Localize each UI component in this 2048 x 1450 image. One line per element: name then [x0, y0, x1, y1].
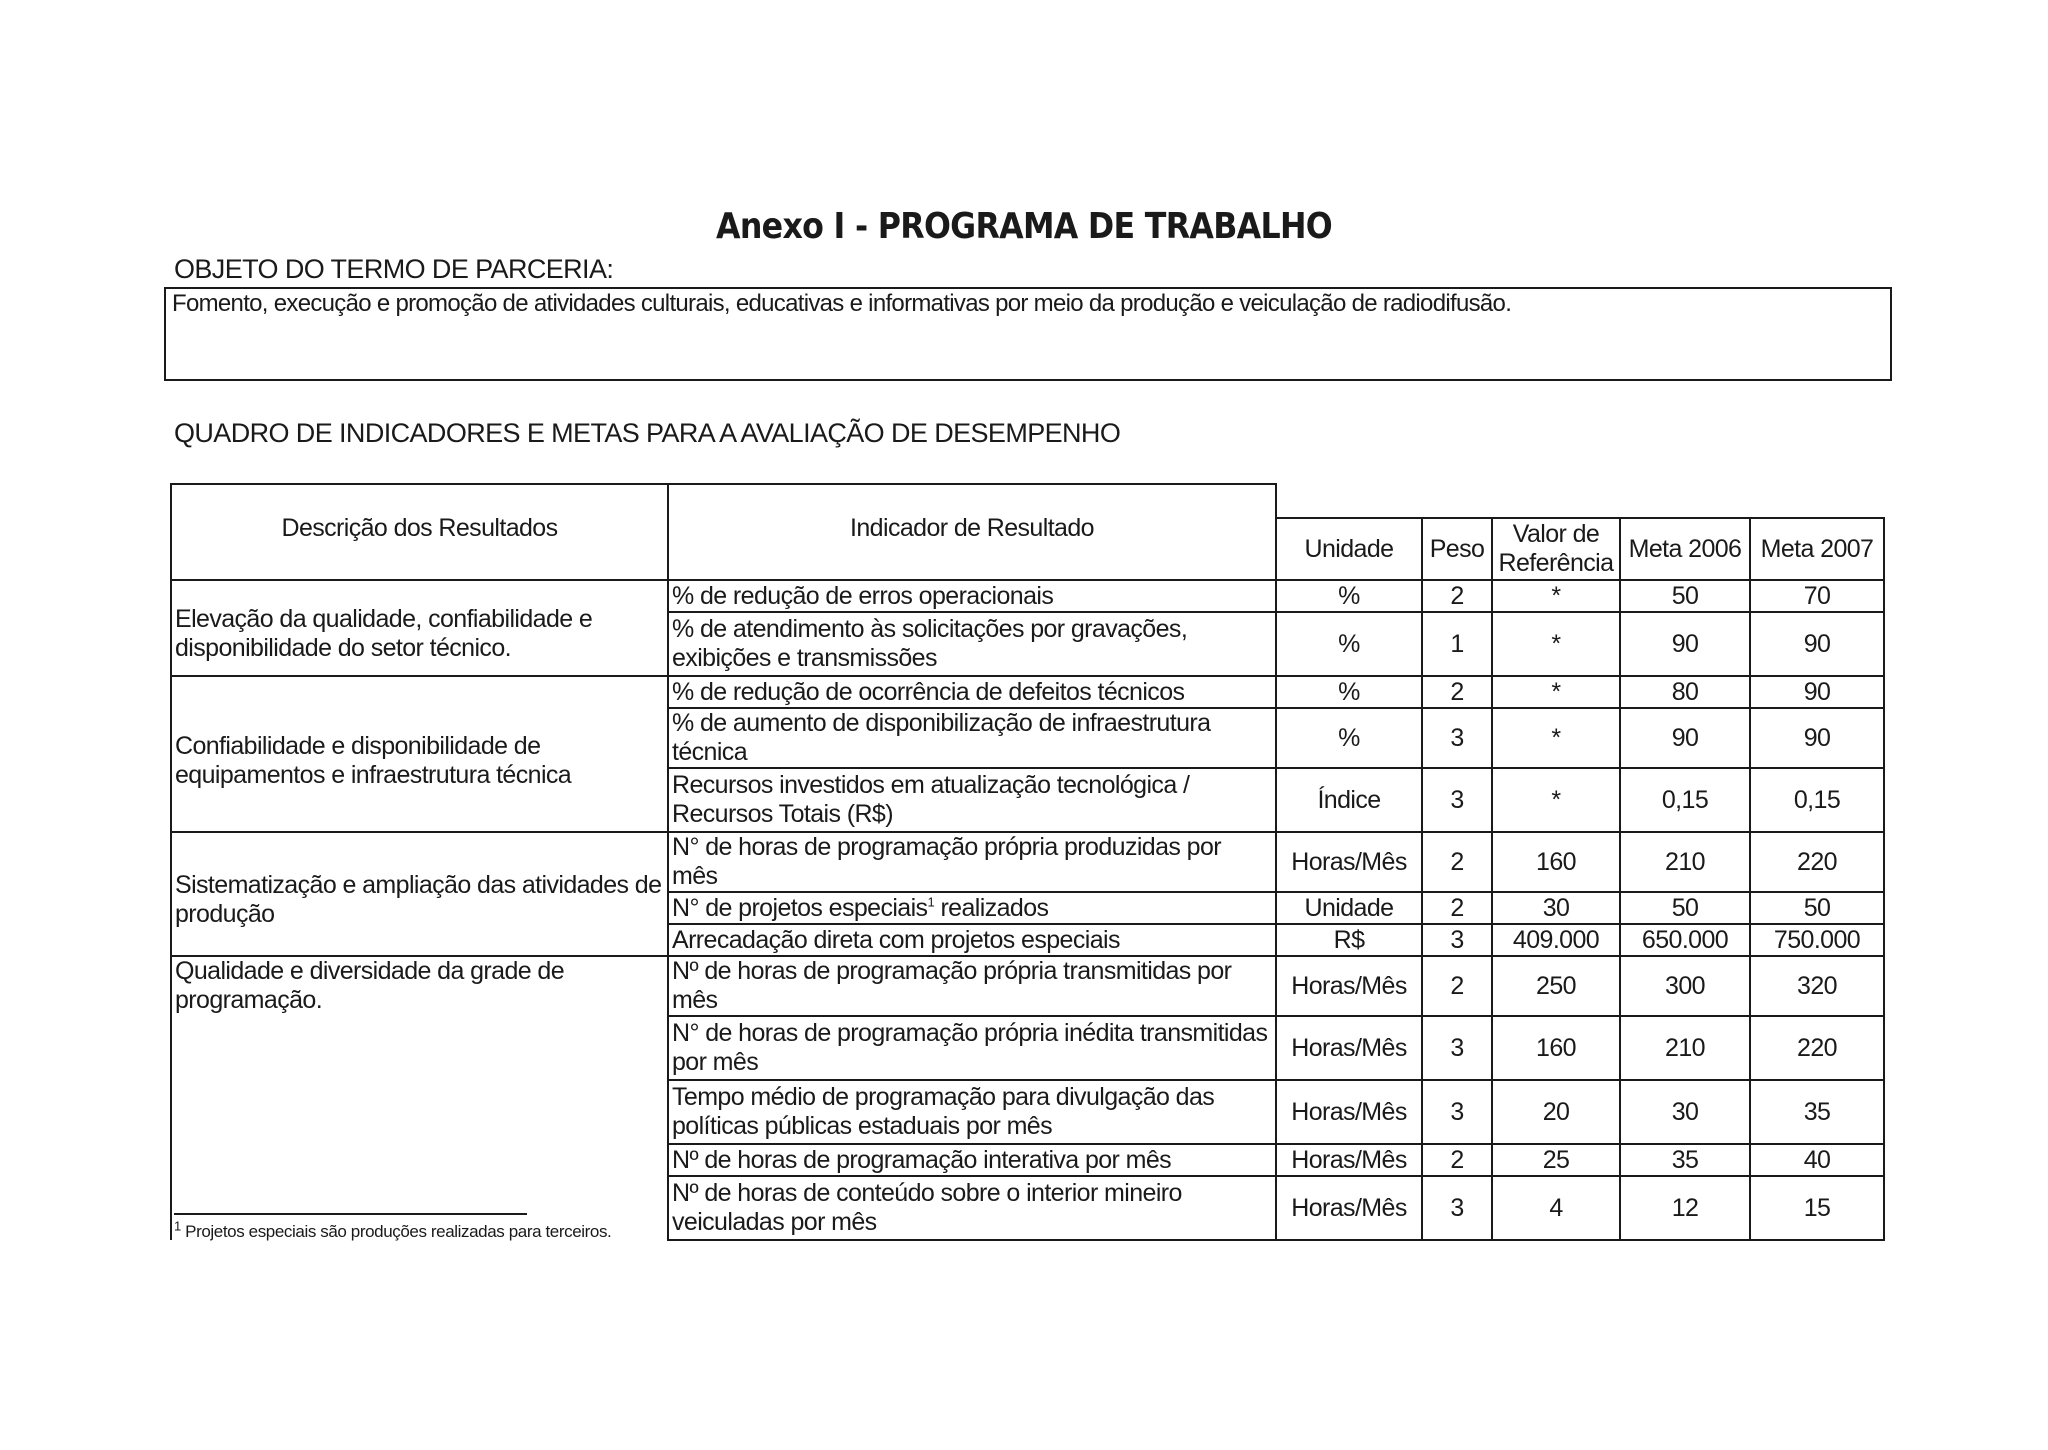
meta-2007-cell: 90	[1750, 612, 1884, 676]
peso-cell: 3	[1422, 1080, 1492, 1144]
indicator-cell: % de atendimento às solicitações por gravações, exibições e transmissões	[668, 612, 1276, 676]
meta-2007-cell: 220	[1750, 1016, 1884, 1080]
objeto-label: OBJETO DO TERMO DE PARCERIA:	[174, 254, 614, 284]
unidade-cell: R$	[1276, 924, 1422, 956]
unidade-cell: Horas/Mês	[1276, 1176, 1422, 1240]
meta-2007-cell: 750.000	[1750, 924, 1884, 956]
meta-2006-cell: 50	[1620, 892, 1750, 924]
footnote-marker: 1	[927, 894, 935, 910]
valor-ref-cell: 409.000	[1492, 924, 1620, 956]
meta-2007-cell: 90	[1750, 708, 1884, 768]
meta-2006-cell: 50	[1620, 580, 1750, 612]
unidade-cell: Horas/Mês	[1276, 832, 1422, 892]
meta-2006-cell: 210	[1620, 1016, 1750, 1080]
valor-ref-cell: *	[1492, 580, 1620, 612]
valor-ref-cell: 20	[1492, 1080, 1620, 1144]
header-unidade: Unidade	[1276, 518, 1422, 580]
meta-2006-cell: 90	[1620, 612, 1750, 676]
meta-2007-cell: 15	[1750, 1176, 1884, 1240]
peso-cell: 2	[1422, 1144, 1492, 1176]
peso-cell: 3	[1422, 708, 1492, 768]
valor-ref-cell: 30	[1492, 892, 1620, 924]
peso-cell: 3	[1422, 1176, 1492, 1240]
indicator-cell: N° de horas de programação própria produzidas por mês	[668, 832, 1276, 892]
meta-2006-cell: 12	[1620, 1176, 1750, 1240]
result-description: Elevação da qualidade, confiabilidade e disponibilidade do setor técnico.	[171, 580, 668, 676]
unidade-cell: %	[1276, 580, 1422, 612]
meta-2007-cell: 320	[1750, 956, 1884, 1016]
meta-2006-cell: 80	[1620, 676, 1750, 708]
meta-2006-cell: 30	[1620, 1080, 1750, 1144]
objeto-box	[164, 287, 1892, 381]
valor-ref-cell: *	[1492, 768, 1620, 832]
meta-2006-cell: 90	[1620, 708, 1750, 768]
peso-cell: 2	[1422, 676, 1492, 708]
peso-cell: 1	[1422, 612, 1492, 676]
meta-2006-cell: 650.000	[1620, 924, 1750, 956]
indicator-cell: Nº de horas de programação interativa por mês	[668, 1144, 1276, 1176]
footnote	[174, 1218, 612, 1242]
header-indicador: Indicador de Resultado	[668, 484, 1276, 580]
footnote-text: Projetos especiais são produções realizadas para terceiros.	[180, 1222, 612, 1241]
header-meta-2007: Meta 2007	[1750, 518, 1884, 580]
meta-2007-cell: 90	[1750, 676, 1884, 708]
valor-ref-cell: *	[1492, 708, 1620, 768]
meta-2007-cell: 220	[1750, 832, 1884, 892]
unidade-cell: Horas/Mês	[1276, 1016, 1422, 1080]
indicator-cell: % de redução de erros operacionais	[668, 580, 1276, 612]
table-row	[171, 956, 1884, 1016]
valor-ref-cell: 160	[1492, 1016, 1620, 1080]
result-description: Qualidade e diversidade da grade de programação.	[171, 956, 668, 1240]
peso-cell: 2	[1422, 832, 1492, 892]
indicator-cell: N° de horas de programação própria inédita transmitidas por mês	[668, 1016, 1276, 1080]
valor-ref-cell: 160	[1492, 832, 1620, 892]
peso-cell: 3	[1422, 768, 1492, 832]
indicator-cell: Tempo médio de programação para divulgação das políticas públicas estaduais por mês	[668, 1080, 1276, 1144]
indicator-cell: Recursos investidos em atualização tecnológica / Recursos Totais (R$)	[668, 768, 1276, 832]
result-description: Sistematização e ampliação das atividades de produção	[171, 832, 668, 956]
peso-cell: 3	[1422, 924, 1492, 956]
result-description: Confiabilidade e disponibilidade de equipamentos e infraestrutura técnica	[171, 676, 668, 832]
meta-2007-cell: 50	[1750, 892, 1884, 924]
indicator-cell: Nº de horas de programação própria transmitidas por mês	[668, 956, 1276, 1016]
unidade-cell: Horas/Mês	[1276, 1080, 1422, 1144]
valor-ref-cell: *	[1492, 676, 1620, 708]
footnote-marker: 1	[174, 1218, 181, 1234]
header-peso: Peso	[1422, 518, 1492, 580]
indicators-table	[170, 483, 1885, 1241]
meta-2006-cell: 210	[1620, 832, 1750, 892]
valor-ref-cell: 4	[1492, 1176, 1620, 1240]
indicator-cell: N° de projetos especiais$^1$ realizados	[668, 892, 1276, 924]
valor-ref-cell: 25	[1492, 1144, 1620, 1176]
valor-ref-cell: *	[1492, 612, 1620, 676]
document-title: Anexo I - PROGRAMA DE TRABALHO	[716, 206, 1332, 247]
unidade-cell: %	[1276, 612, 1422, 676]
footnote-divider	[174, 1213, 527, 1215]
header-descricao: Descrição dos Resultados	[171, 484, 668, 580]
indicator-cell: % de aumento de disponibilização de infraestrutura técnica	[668, 708, 1276, 768]
table-row	[171, 676, 1884, 708]
valor-ref-cell: 250	[1492, 956, 1620, 1016]
header-meta-2006: Meta 2006	[1620, 518, 1750, 580]
meta-2007-cell: 40	[1750, 1144, 1884, 1176]
table-row	[171, 580, 1884, 612]
meta-2007-cell: 35	[1750, 1080, 1884, 1144]
unidade-cell: Unidade	[1276, 892, 1422, 924]
unidade-cell: Índice	[1276, 768, 1422, 832]
objeto-text: Fomento, execução e promoção de atividades culturais, educativas e informativas por meio da produção e veiculação de radiodifusão.	[172, 290, 1512, 317]
unidade-cell: Horas/Mês	[1276, 1144, 1422, 1176]
quadro-label: QUADRO DE INDICADORES E METAS PARA A AVALIAÇÃO DE DESEMPENHO	[174, 418, 1121, 448]
meta-2007-cell: 0,15	[1750, 768, 1884, 832]
meta-2006-cell: 0,15	[1620, 768, 1750, 832]
peso-cell: 2	[1422, 580, 1492, 612]
unidade-cell: Horas/Mês	[1276, 956, 1422, 1016]
indicator-cell: % de redução de ocorrência de defeitos técnicos	[668, 676, 1276, 708]
header-valor-referencia: Valor de Referência	[1492, 518, 1620, 580]
meta-2006-cell: 300	[1620, 956, 1750, 1016]
indicator-cell: Nº de horas de conteúdo sobre o interior mineiro veiculadas por mês	[668, 1176, 1276, 1240]
peso-cell: 3	[1422, 1016, 1492, 1080]
indicator-cell: Arrecadação direta com projetos especiais	[668, 924, 1276, 956]
unidade-cell: %	[1276, 676, 1422, 708]
peso-cell: 2	[1422, 956, 1492, 1016]
meta-2007-cell: 70	[1750, 580, 1884, 612]
unidade-cell: %	[1276, 708, 1422, 768]
meta-2006-cell: 35	[1620, 1144, 1750, 1176]
table-row	[171, 832, 1884, 892]
peso-cell: 2	[1422, 892, 1492, 924]
